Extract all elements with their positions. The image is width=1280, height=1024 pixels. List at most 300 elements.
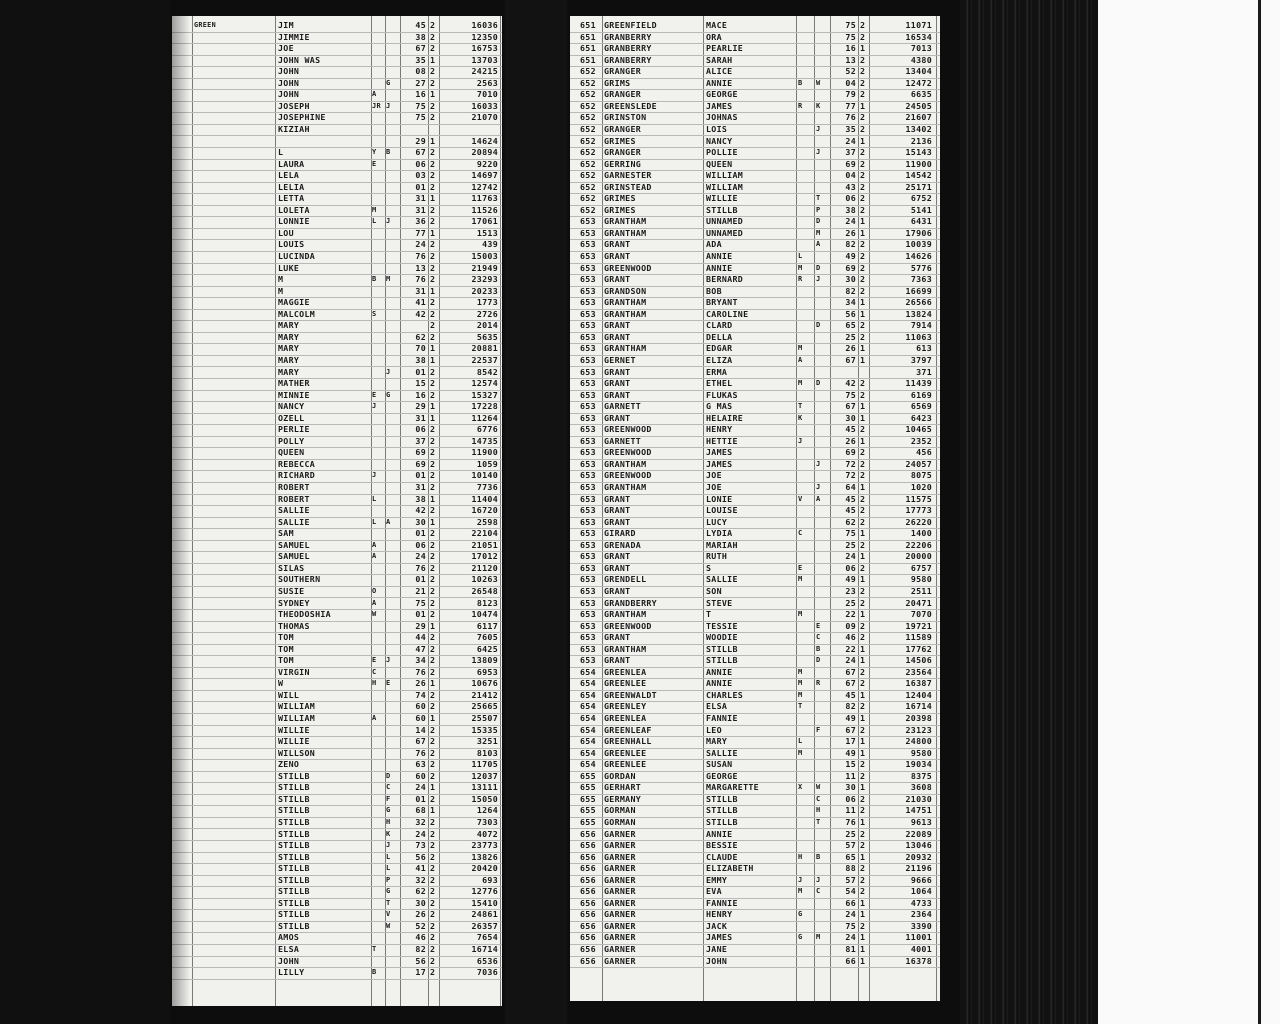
cell-num: 653 <box>580 528 596 539</box>
cell-sex: 1 <box>430 343 436 354</box>
cell-age: 82 <box>415 944 426 954</box>
cell-num: 653 <box>580 516 596 527</box>
cell-id: 12574 <box>471 378 498 389</box>
cell-num: 652 <box>580 123 596 134</box>
cell-init: M <box>798 667 803 676</box>
cell-num: 656 <box>580 828 596 839</box>
cell-race: C <box>816 633 821 642</box>
cell-sex: 2 <box>860 458 866 469</box>
cell-surname: GERHART <box>604 782 642 793</box>
cell-sex: 2 <box>860 470 866 481</box>
cell-given: STEVE <box>706 597 733 608</box>
cell-init: J <box>798 436 803 445</box>
cell-age: 60 <box>415 701 426 712</box>
cell-age: 68 <box>415 805 426 816</box>
cell-sex: 1 <box>860 574 866 585</box>
cell-given: MARY <box>706 736 728 747</box>
cell-given: SOUTHERN <box>278 574 321 585</box>
cell-num: 652 <box>580 181 596 192</box>
cell-race: T <box>816 194 821 203</box>
cell-id: 15003 <box>471 251 498 261</box>
cell-age: 82 <box>845 239 856 250</box>
cell-num: 653 <box>580 401 596 412</box>
cell-num: 652 <box>580 77 596 88</box>
cell-surname: GRANT <box>604 251 631 261</box>
cell-given: ADA <box>706 239 722 250</box>
cell-race: H <box>816 806 821 815</box>
cell-age: 13 <box>845 54 856 65</box>
cell-surname: GRANTHAM <box>604 297 647 308</box>
cell-num: 654 <box>580 701 596 712</box>
cell-given: LUKE <box>278 262 300 273</box>
cell-age: 06 <box>415 539 426 550</box>
cell-given: CHARLES <box>706 689 744 700</box>
cell-id: 11575 <box>905 493 932 504</box>
cell-id: 22089 <box>905 828 932 839</box>
cell-sex: 2 <box>430 458 436 469</box>
cell-id: 11705 <box>471 759 498 770</box>
ledger-row <box>570 956 940 969</box>
cell-sex: 2 <box>860 77 866 88</box>
cell-age: 79 <box>845 89 856 100</box>
cell-age: 26 <box>415 909 426 920</box>
book-spine <box>960 0 1098 1024</box>
cell-given: JACK <box>706 920 728 931</box>
cell-given: TOM <box>278 643 294 654</box>
cell-age: 34 <box>415 655 426 666</box>
cell-id: 10676 <box>471 678 498 689</box>
cell-id: 25507 <box>471 713 498 723</box>
cell-id: 11264 <box>471 412 498 423</box>
cell-given: STILLB <box>278 828 310 839</box>
cell-age: 45 <box>845 493 856 504</box>
cell-race: E <box>816 621 821 630</box>
cell-race: W <box>816 78 821 87</box>
cell-given: ANNIE <box>706 77 733 88</box>
cell-sex: 2 <box>860 516 866 527</box>
cell-num: 656 <box>580 955 596 966</box>
cell-id: 1513 <box>476 227 498 238</box>
cell-id: 11439 <box>905 378 932 389</box>
cell-surname: GRANTHAM <box>604 482 647 492</box>
cell-id: 21412 <box>471 689 498 700</box>
cell-num: 653 <box>580 539 596 550</box>
cell-num: 653 <box>580 331 596 342</box>
cell-id: 4733 <box>910 897 932 908</box>
cell-race: A <box>816 494 821 503</box>
cell-given: ELSA <box>706 701 728 712</box>
cell-given: JAMES <box>706 932 733 943</box>
cell-age: 24 <box>845 932 856 943</box>
cell-sex: 2 <box>430 655 436 666</box>
cell-age: 03 <box>415 170 426 181</box>
cell-id: 4072 <box>476 828 498 839</box>
cell-sex: 2 <box>430 158 436 169</box>
cell-sex: 2 <box>860 632 866 643</box>
cell-given: WILLIE <box>278 736 310 747</box>
cell-sex: 2 <box>430 274 436 285</box>
cell-surname: GRANT <box>604 274 631 285</box>
cell-given: RUTH <box>706 551 728 562</box>
cell-sex: 1 <box>860 655 866 666</box>
cell-age: 25 <box>845 539 856 550</box>
cell-init: M <box>798 379 803 388</box>
cell-given: STILLB <box>278 793 310 804</box>
cell-id: 23773 <box>471 840 498 851</box>
cell-sex: 2 <box>860 20 866 30</box>
cell-given: HENRY <box>706 424 733 435</box>
cell-age: 41 <box>415 297 426 308</box>
cell-sex: 2 <box>860 793 866 804</box>
cell-num: 656 <box>580 944 596 954</box>
cell-surname: GRIMES <box>604 135 636 146</box>
cell-surname: GRANTHAM <box>604 216 647 227</box>
cell-age: 26 <box>415 678 426 689</box>
cell-num: 653 <box>580 482 596 492</box>
cell-id: 2563 <box>476 77 498 88</box>
cell-race: J <box>386 841 391 850</box>
cell-init: M <box>798 748 803 757</box>
cell-race: P <box>386 875 391 884</box>
cell-id: 13111 <box>471 782 498 793</box>
cell-num: 651 <box>580 20 596 30</box>
cell-sex: 1 <box>430 412 436 423</box>
cell-id: 13046 <box>905 840 932 851</box>
cell-given: STILLB <box>706 204 738 215</box>
cell-sex: 2 <box>860 170 866 181</box>
cell-given: QUEEN <box>706 158 733 169</box>
cell-surname: GREENLEA <box>604 666 647 677</box>
cell-surname: GARNER <box>604 944 636 954</box>
cell-surname: GREENHALL <box>604 736 652 747</box>
cell-sex: 2 <box>430 967 436 978</box>
cell-num: 653 <box>580 551 596 562</box>
cell-age: 24 <box>415 551 426 562</box>
cell-surname: GARNER <box>604 840 636 851</box>
cell-sex: 2 <box>430 701 436 712</box>
cell-age: 76 <box>415 251 426 261</box>
cell-id: 16534 <box>905 31 932 42</box>
cell-age: 29 <box>415 401 426 412</box>
cell-sex: 2 <box>860 147 866 158</box>
cell-given: STILLB <box>706 655 738 666</box>
cell-age: 69 <box>845 447 856 458</box>
cell-age: 37 <box>845 147 856 158</box>
cell-age: 45 <box>415 20 426 30</box>
cell-given: ANNIE <box>706 262 733 273</box>
cell-id: 11589 <box>905 632 932 643</box>
cell-num: 653 <box>580 424 596 435</box>
cell-sex: 1 <box>430 354 436 365</box>
cell-given: WILLIAM <box>706 170 744 181</box>
cell-num: 653 <box>580 505 596 516</box>
cell-sex: 2 <box>860 378 866 389</box>
cell-age: 62 <box>415 331 426 342</box>
cell-id: 2014 <box>476 320 498 331</box>
cell-age: 44 <box>415 632 426 643</box>
cell-race: D <box>816 656 821 665</box>
cell-given: ANNIE <box>706 666 733 677</box>
cell-sex: 1 <box>860 551 866 562</box>
cell-surname: GRANGER <box>604 66 642 77</box>
cell-age: 31 <box>415 412 426 423</box>
cell-age: 13 <box>415 262 426 273</box>
cell-id: 13404 <box>905 66 932 77</box>
cell-race: C <box>816 887 821 896</box>
cell-num: 653 <box>580 643 596 654</box>
cell-surname: GREENLEE <box>604 678 647 689</box>
cell-sex: 2 <box>430 574 436 585</box>
cell-id: 6953 <box>476 666 498 677</box>
cell-age: 11 <box>845 770 856 781</box>
cell-id: 24215 <box>471 66 498 77</box>
cell-given: FANNIE <box>706 897 738 908</box>
cell-given: REBECCA <box>278 458 316 469</box>
cell-given: RICHARD <box>278 470 316 481</box>
cell-race: J <box>816 124 821 133</box>
cell-id: 11900 <box>471 447 498 458</box>
cell-num: 652 <box>580 204 596 215</box>
cell-num: 654 <box>580 759 596 770</box>
cell-num: 653 <box>580 251 596 261</box>
cell-init: H <box>372 679 377 688</box>
cell-sex: 2 <box>430 828 436 839</box>
cell-age: 88 <box>845 863 856 874</box>
cell-age: 82 <box>845 285 856 296</box>
cell-init: JR <box>372 101 382 110</box>
cell-race: G <box>386 806 391 815</box>
cell-age: 30 <box>415 516 426 527</box>
cell-id: 6776 <box>476 424 498 435</box>
cell-sex: 2 <box>430 770 436 781</box>
cell-race: B <box>386 148 391 157</box>
cell-num: 653 <box>580 366 596 377</box>
page-gutter <box>505 0 567 1024</box>
cell-sex: 1 <box>860 609 866 620</box>
cell-id: 2726 <box>476 308 498 319</box>
ledger-page-left <box>172 16 502 1006</box>
cell-surname: GARNER <box>604 920 636 931</box>
cell-age: 76 <box>415 562 426 573</box>
cell-surname: GERNET <box>604 354 636 365</box>
cell-id: 7010 <box>476 89 498 100</box>
cell-age: 75 <box>415 112 426 123</box>
cell-id: 14735 <box>471 435 498 446</box>
cell-num: 656 <box>580 897 596 908</box>
cell-age: 26 <box>845 343 856 354</box>
cell-given: JOHN <box>706 955 728 966</box>
cell-given: WILLIE <box>706 193 738 204</box>
cell-id: 7605 <box>476 632 498 643</box>
cell-surname: GREENLEE <box>604 759 647 770</box>
cell-surname: GRANT <box>604 505 631 516</box>
cell-given: TOM <box>278 655 294 666</box>
cell-race: T <box>816 817 821 826</box>
cell-surname: GARNER <box>604 886 636 897</box>
cell-num: 653 <box>580 620 596 631</box>
cell-id: 21196 <box>905 863 932 874</box>
cell-id: 9220 <box>476 158 498 169</box>
cell-race: T <box>386 898 391 907</box>
cell-surname: GRANTHAM <box>604 458 647 469</box>
cell-age: 45 <box>845 689 856 700</box>
cell-given: JAMES <box>706 100 733 111</box>
cell-id: 20471 <box>905 597 932 608</box>
cell-id: 8375 <box>910 770 932 781</box>
cell-sex: 2 <box>430 609 436 620</box>
cell-sex: 2 <box>430 262 436 273</box>
cell-surname: GREENWOOD <box>604 424 652 435</box>
cell-surname: GRIMS <box>604 77 631 88</box>
cell-given: JOE <box>706 482 722 492</box>
cell-num: 656 <box>580 920 596 931</box>
cell-race: D <box>386 771 391 780</box>
cell-given: ROBERT <box>278 493 310 504</box>
cell-sex: 2 <box>860 181 866 192</box>
cell-num: 656 <box>580 851 596 862</box>
cell-given: LOUISE <box>706 505 738 516</box>
cell-sex: 2 <box>430 181 436 192</box>
cell-id: 17012 <box>471 551 498 562</box>
cell-given: EVA <box>706 886 722 897</box>
cell-sex: 2 <box>430 724 436 735</box>
cell-num: 654 <box>580 747 596 758</box>
cell-age: 24 <box>415 239 426 250</box>
cell-sex: 2 <box>860 759 866 770</box>
cell-id: 12472 <box>905 77 932 88</box>
cell-num: 653 <box>580 447 596 458</box>
cell-age: 75 <box>415 597 426 608</box>
cell-age: 06 <box>845 193 856 204</box>
cell-num: 654 <box>580 689 596 700</box>
cell-init: L <box>372 517 377 526</box>
cell-given: DELLA <box>706 331 733 342</box>
scan-edge-line <box>1258 0 1261 1024</box>
cell-race: E <box>386 679 391 688</box>
cell-age: 63 <box>415 759 426 770</box>
cell-id: 3608 <box>910 782 932 793</box>
cell-sex: 2 <box>860 251 866 261</box>
cell-given: JOHNAS <box>706 112 738 123</box>
cell-init: G <box>798 910 803 919</box>
cell-surname: GARNETT <box>604 401 642 412</box>
cell-id: 13703 <box>471 54 498 65</box>
cell-init: M <box>798 344 803 353</box>
cell-id: 16378 <box>905 955 932 966</box>
cell-age: 06 <box>415 158 426 169</box>
cell-sex: 1 <box>430 135 436 146</box>
cell-surname: GREENWOOD <box>604 470 652 481</box>
cell-num: 655 <box>580 816 596 827</box>
cell-sex: 2 <box>860 539 866 550</box>
cell-surname: GREENLEE <box>604 747 647 758</box>
cell-age: 67 <box>415 147 426 158</box>
cell-given: STILLB <box>706 805 738 816</box>
cell-age: 09 <box>845 620 856 631</box>
cell-given: AMOS <box>278 932 300 943</box>
cell-id: 24800 <box>905 736 932 747</box>
cell-surname: GARNESTER <box>604 170 652 181</box>
cell-surname: GREENSLEDE <box>604 100 657 111</box>
cell-sex: 2 <box>430 759 436 770</box>
cell-given: JOE <box>706 470 722 481</box>
cell-id: 2598 <box>476 516 498 527</box>
cell-surname: GRANT <box>604 378 631 389</box>
cell-num: 653 <box>580 412 596 423</box>
cell-given: EMMY <box>706 874 728 885</box>
cell-sex: 2 <box>430 793 436 804</box>
cell-given: STILLB <box>278 874 310 885</box>
cell-surname: GRANT <box>604 493 631 504</box>
cell-num: 653 <box>580 493 596 504</box>
cell-age: 16 <box>415 389 426 400</box>
cell-id: 13824 <box>905 308 932 319</box>
cell-given: STILLB <box>278 897 310 908</box>
cell-sex: 1 <box>860 216 866 227</box>
cell-given: LUCY <box>706 516 728 527</box>
cell-age: 15 <box>415 378 426 389</box>
cell-race: A <box>386 517 391 526</box>
cell-given: ANNIE <box>706 251 733 261</box>
cell-race: K <box>816 101 821 110</box>
cell-id: 7303 <box>476 816 498 827</box>
cell-race: J <box>816 459 821 468</box>
cell-id: 8075 <box>910 470 932 481</box>
cell-sex: 2 <box>860 840 866 851</box>
cell-age: 29 <box>415 620 426 631</box>
cell-id: 20932 <box>905 851 932 862</box>
cell-num: 656 <box>580 886 596 897</box>
cell-given: QUEEN <box>278 447 305 458</box>
cell-id: 6431 <box>910 216 932 227</box>
cell-given: UNNAMED <box>706 227 744 238</box>
cell-age: 16 <box>415 89 426 100</box>
cell-age: 69 <box>415 458 426 469</box>
cell-num: 653 <box>580 378 596 389</box>
cell-given: WILLIAM <box>278 713 316 723</box>
cell-id: 16036 <box>471 20 498 30</box>
cell-given: EDGAR <box>706 343 733 354</box>
cell-age: 17 <box>845 736 856 747</box>
cell-id: 3251 <box>476 736 498 747</box>
cell-sex: 2 <box>430 643 436 654</box>
cell-age: 67 <box>845 354 856 365</box>
cell-num: 652 <box>580 100 596 111</box>
cell-race: D <box>816 379 821 388</box>
cell-init: J <box>372 402 377 411</box>
cell-surname: GRANT <box>604 585 631 596</box>
cell-age: 01 <box>415 470 426 481</box>
cell-age: 67 <box>845 678 856 689</box>
cell-given: LETTA <box>278 193 305 204</box>
cell-id: 20398 <box>905 713 932 723</box>
cell-given: LOUIS <box>278 239 305 250</box>
cell-sex: 1 <box>860 528 866 539</box>
cell-sex: 1 <box>860 100 866 111</box>
cell-given: G MAS <box>706 401 733 412</box>
cell-sex: 1 <box>860 909 866 920</box>
cell-id: 16387 <box>905 678 932 689</box>
cell-given: ERMA <box>706 366 728 377</box>
cell-age: 75 <box>845 528 856 539</box>
cell-age: 24 <box>845 216 856 227</box>
cell-num: 652 <box>580 147 596 158</box>
cell-id: 14751 <box>905 805 932 816</box>
cell-sex: 2 <box>860 920 866 931</box>
cell-sex: 2 <box>860 447 866 458</box>
cell-num: 651 <box>580 54 596 65</box>
cell-num: 652 <box>580 193 596 204</box>
